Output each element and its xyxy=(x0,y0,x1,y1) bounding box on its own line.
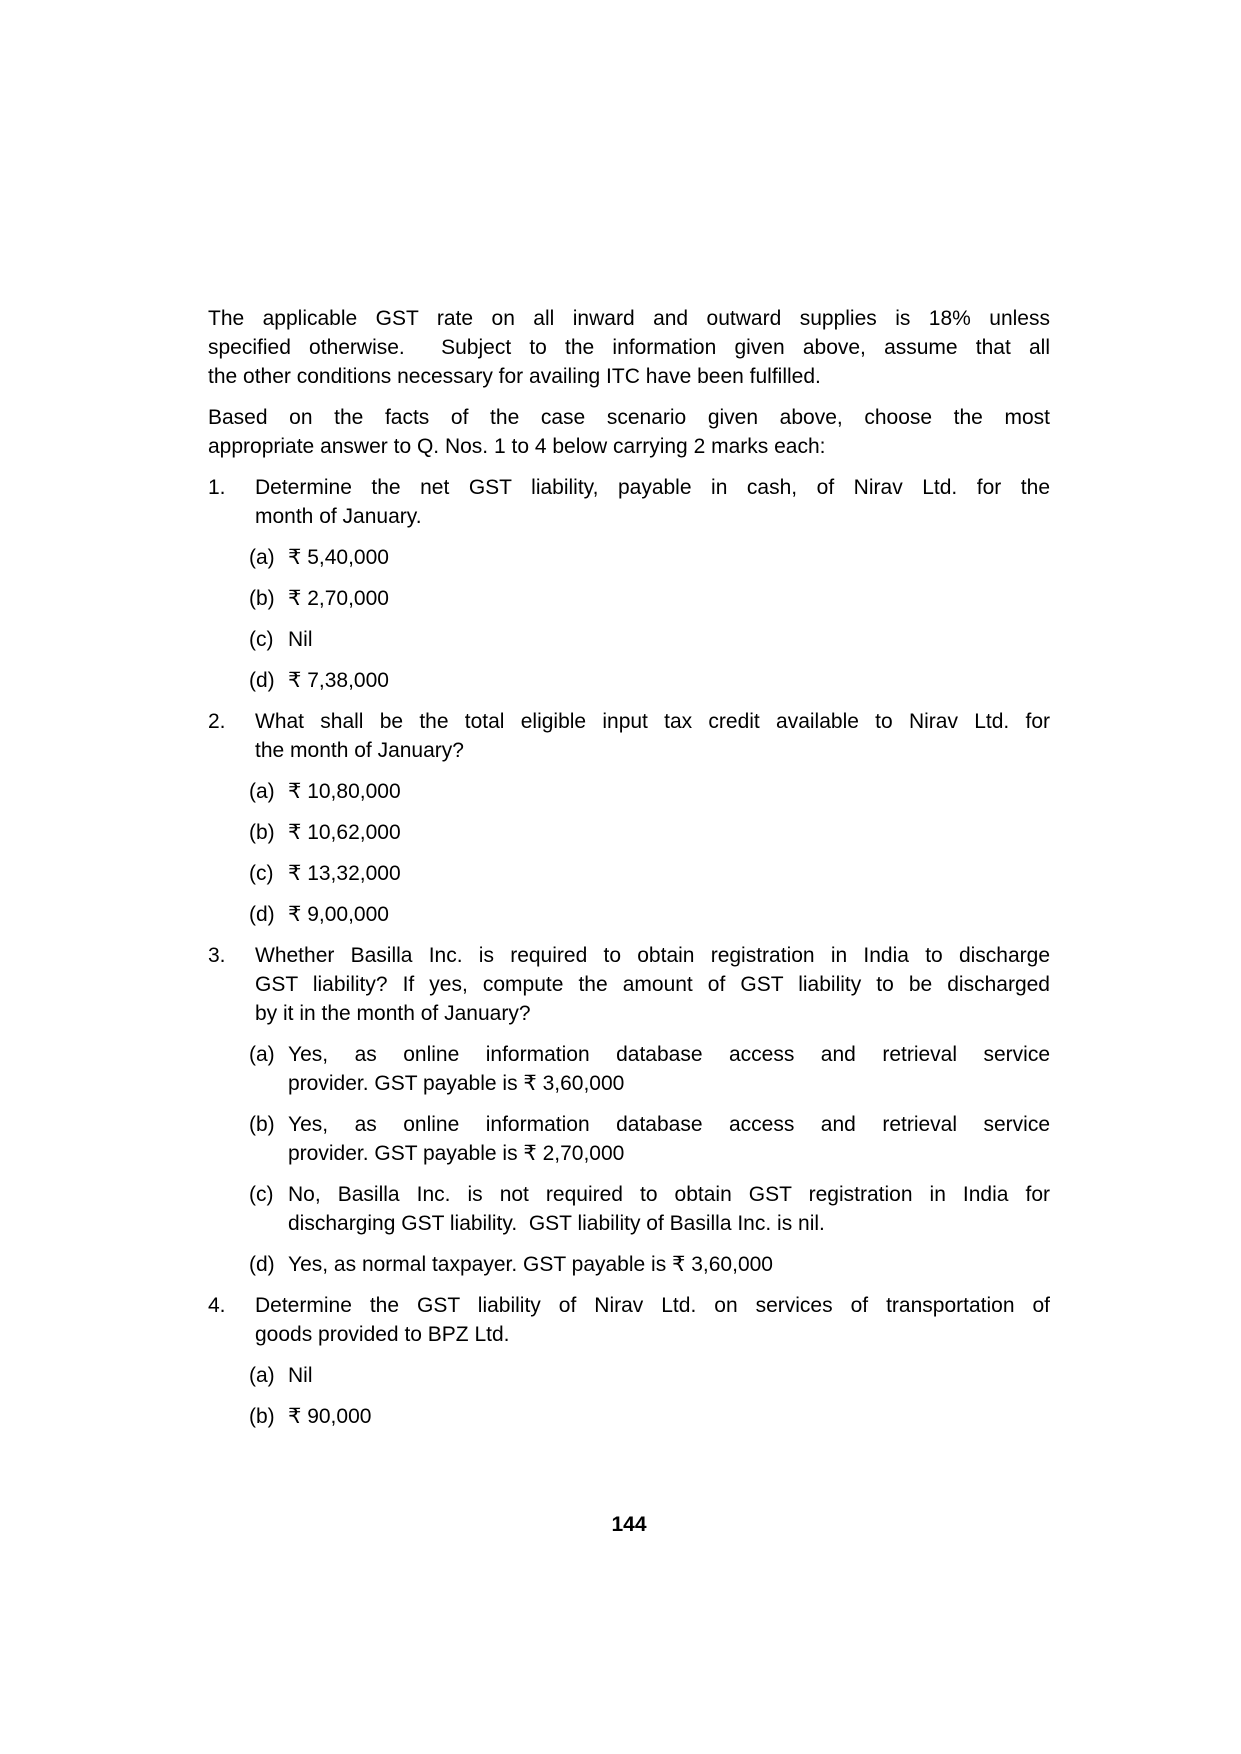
text-line: ₹ 5,40,000 xyxy=(288,546,389,569)
intro-paragraph-2 xyxy=(208,403,1050,461)
option-b xyxy=(249,1110,1050,1168)
question-1 xyxy=(208,473,1050,695)
question-number: 2. xyxy=(208,710,226,733)
text-line: the other conditions necessary for availing ITC have been fulfilled. xyxy=(208,365,821,388)
page-number: 144 xyxy=(611,1513,647,1536)
option-text xyxy=(288,625,1050,654)
text-line: Nil xyxy=(288,1364,313,1387)
text-line: Yes, as online information database access and retrieval service xyxy=(288,1113,1050,1136)
page-content xyxy=(208,304,1050,1443)
option-text xyxy=(288,1250,1050,1279)
text-line: the month of January? xyxy=(255,739,464,762)
option-marker: (a) xyxy=(249,780,275,803)
option-marker: (c) xyxy=(249,862,274,885)
option-text xyxy=(288,859,1050,888)
question-text xyxy=(255,941,1050,1028)
option-text xyxy=(288,1110,1050,1168)
option-text xyxy=(288,900,1050,929)
option-marker: (c) xyxy=(249,628,274,651)
text-line: ₹ 90,000 xyxy=(288,1405,372,1428)
text-line: Whether Basilla Inc. is required to obtain registration in India to discharge xyxy=(255,944,1050,967)
option-text xyxy=(288,543,1050,572)
text-line: GST liability? If yes, compute the amount of GST liability to be discharged xyxy=(255,973,1050,996)
option-a xyxy=(249,1361,1050,1390)
option-text xyxy=(288,777,1050,806)
option-c xyxy=(249,625,1050,654)
text-line: Yes, as normal taxpayer. GST payable is ₹ 3,60,000 xyxy=(288,1253,773,1276)
option-b xyxy=(249,584,1050,613)
text-line: ₹ 10,80,000 xyxy=(288,780,401,803)
text-line: The applicable GST rate on all inward and outward supplies is 18% unless xyxy=(208,307,1050,330)
question-2-row xyxy=(208,707,1050,765)
option-text xyxy=(288,1361,1050,1390)
text-line: Based on the facts of the case scenario given above, choose the most xyxy=(208,406,1050,429)
text-line: Yes, as online information database access and retrieval service xyxy=(288,1043,1050,1066)
text-line: What shall be the total eligible input tax credit available to Nirav Ltd. for xyxy=(255,710,1050,733)
option-marker: (b) xyxy=(249,821,275,844)
text-line: ₹ 10,62,000 xyxy=(288,821,401,844)
text-line: ₹ 9,00,000 xyxy=(288,903,389,926)
text-line: provider. GST payable is ₹ 3,60,000 xyxy=(288,1072,625,1095)
question-number: 1. xyxy=(208,476,226,499)
option-c xyxy=(249,1180,1050,1238)
question-text xyxy=(255,1291,1050,1349)
option-text xyxy=(288,1040,1050,1098)
option-b xyxy=(249,1402,1050,1431)
option-text xyxy=(288,1402,1050,1431)
option-a xyxy=(249,777,1050,806)
option-marker: (b) xyxy=(249,587,275,610)
option-marker: (c) xyxy=(249,1183,274,1206)
option-text xyxy=(288,584,1050,613)
option-c xyxy=(249,859,1050,888)
option-text xyxy=(288,666,1050,695)
question-1-row xyxy=(208,473,1050,531)
text-line: ₹ 13,32,000 xyxy=(288,862,401,885)
text-line: Nil xyxy=(288,628,313,651)
question-text xyxy=(255,473,1050,531)
option-text xyxy=(288,1180,1050,1238)
option-b xyxy=(249,818,1050,847)
text-line: provider. GST payable is ₹ 2,70,000 xyxy=(288,1142,625,1165)
option-d xyxy=(249,1250,1050,1279)
option-marker: (d) xyxy=(249,903,275,926)
option-d xyxy=(249,900,1050,929)
option-marker: (d) xyxy=(249,1253,275,1276)
question-4 xyxy=(208,1291,1050,1431)
option-a xyxy=(249,1040,1050,1098)
option-marker: (b) xyxy=(249,1113,275,1136)
text-line: ₹ 2,70,000 xyxy=(288,587,389,610)
question-2 xyxy=(208,707,1050,929)
text-line: discharging GST liability. GST liability of Basilla Inc. is nil. xyxy=(288,1212,825,1235)
text-line: appropriate answer to Q. Nos. 1 to 4 below carrying 2 marks each: xyxy=(208,435,826,458)
question-4-row xyxy=(208,1291,1050,1349)
text-line: by it in the month of January? xyxy=(255,1002,531,1025)
question-text xyxy=(255,707,1050,765)
text-line: Determine the net GST liability, payable in cash, of Nirav Ltd. for the xyxy=(255,476,1050,499)
text-line: Determine the GST liability of Nirav Ltd. on services of transportation of xyxy=(255,1294,1050,1317)
text-line: ₹ 7,38,000 xyxy=(288,669,389,692)
option-marker: (b) xyxy=(249,1405,275,1428)
intro-paragraph-1 xyxy=(208,304,1050,391)
question-3 xyxy=(208,941,1050,1279)
option-marker: (a) xyxy=(249,546,275,569)
option-text xyxy=(288,818,1050,847)
text-line: goods provided to BPZ Ltd. xyxy=(255,1323,510,1346)
option-marker: (a) xyxy=(249,1043,275,1066)
text-line: No, Basilla Inc. is not required to obtain GST registration in India for xyxy=(288,1183,1050,1206)
question-number: 4. xyxy=(208,1294,226,1317)
option-marker: (a) xyxy=(249,1364,275,1387)
option-marker: (d) xyxy=(249,669,275,692)
text-line: month of January. xyxy=(255,505,422,528)
question-3-row xyxy=(208,941,1050,1028)
option-d xyxy=(249,666,1050,695)
question-number: 3. xyxy=(208,944,226,967)
option-a xyxy=(249,543,1050,572)
text-line: specified otherwise. Subject to the information given above, assume that all xyxy=(208,336,1050,359)
